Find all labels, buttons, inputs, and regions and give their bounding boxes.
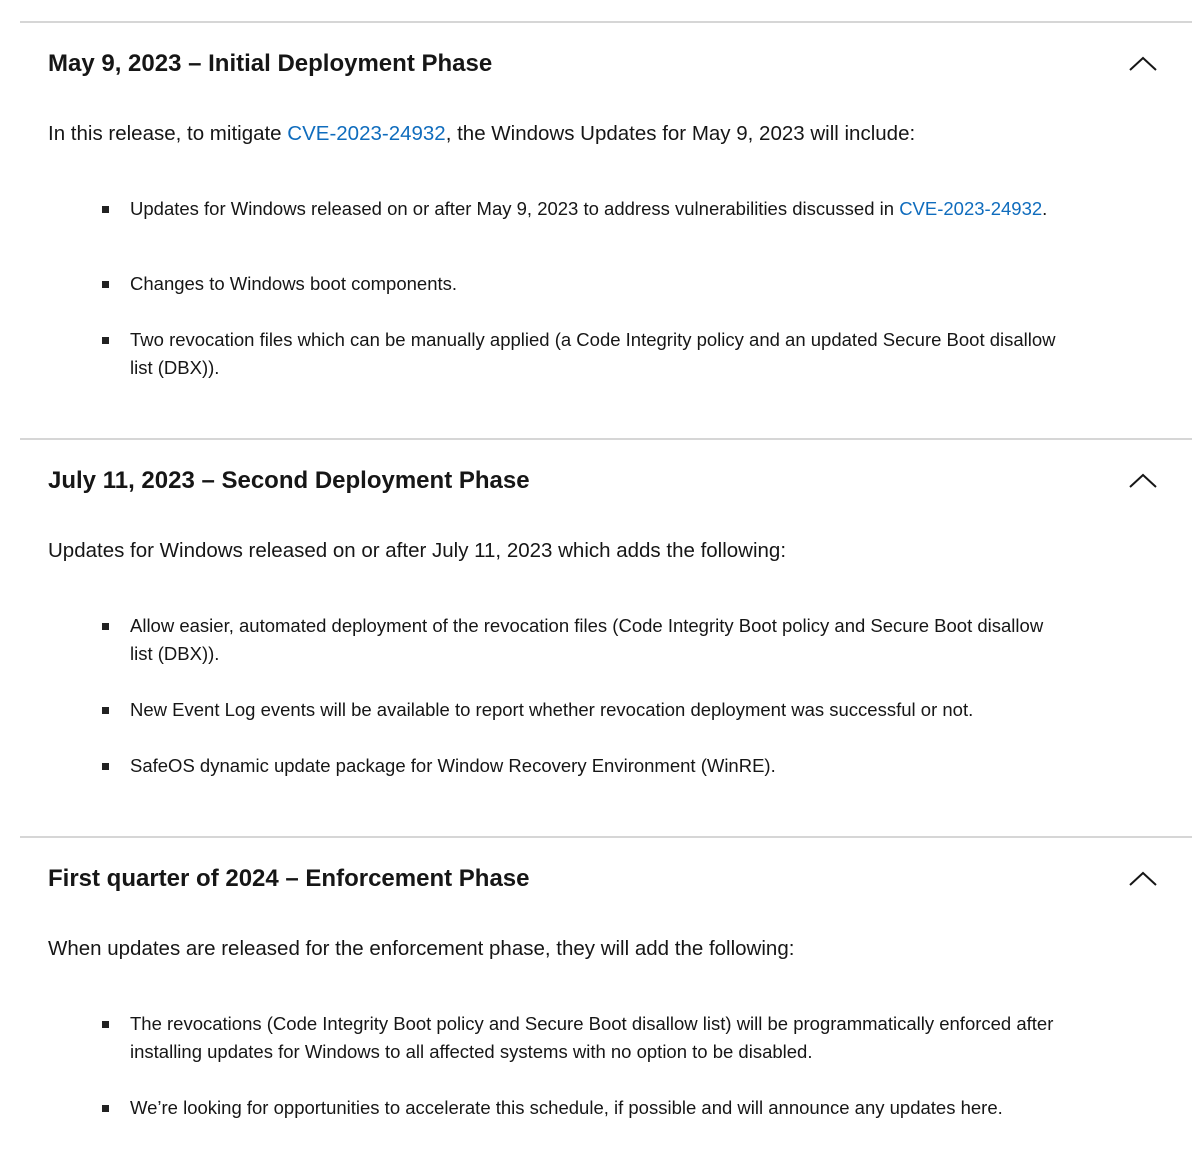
list-item	[102, 195, 1062, 223]
bullet-list	[102, 195, 1062, 410]
list-item: The revocations (Code Integrity Boot policy and Secure Boot disallow list) will be programmatically enforced after installing updates for Windows to all affected systems with no option to be disabled.	[102, 1010, 1062, 1066]
section-enforcement	[20, 836, 1192, 1118]
bullet-list	[102, 1010, 1062, 1150]
list-item: We’re looking for opportunities to accelerate this schedule, if possible and will announce any updates here.	[102, 1094, 1062, 1122]
list-item: Changes to Windows boot components.	[102, 270, 1062, 298]
item-text: Updates for Windows released on or after May 9, 2023 to address vulnerabilities discussed in	[130, 198, 900, 219]
section-intro	[48, 119, 915, 149]
bullet-list	[102, 612, 1062, 808]
intro-text: , the Windows Updates for May 9, 2023 will include:	[445, 122, 916, 145]
section-heading[interactable]: July 11, 2023 – Second Deployment Phase	[48, 467, 530, 494]
item-text: .	[1042, 198, 1048, 219]
section-initial-deployment	[20, 21, 1192, 378]
section-heading[interactable]: First quarter of 2024 – Enforcement Phase	[48, 865, 530, 892]
section-second-deployment	[20, 438, 1192, 776]
list-item: SafeOS dynamic update package for Window Recovery Environment (WinRE).	[102, 752, 1062, 780]
cve-link[interactable]: CVE-2023-24932	[287, 122, 446, 145]
chevron-up-icon[interactable]	[1128, 470, 1158, 490]
section-intro: Updates for Windows released on or after July 11, 2023 which adds the following:	[48, 539, 787, 562]
chevron-up-icon[interactable]	[1128, 868, 1158, 888]
section-intro: When updates are released for the enforcement phase, they will add the following:	[48, 937, 795, 960]
list-item: Two revocation files which can be manually applied (a Code Integrity policy and an updated Secure Boot disallow list (DBX)).	[102, 326, 1062, 382]
list-item: New Event Log events will be available to report whether revocation deployment was successful or not.	[102, 696, 1062, 724]
intro-text: In this release, to mitigate	[48, 122, 288, 145]
list-item: Allow easier, automated deployment of the revocation files (Code Integrity Boot policy and Secure Boot disallow list (DBX)).	[102, 612, 1062, 668]
cve-link[interactable]: CVE-2023-24932	[899, 198, 1043, 219]
section-heading[interactable]: May 9, 2023 – Initial Deployment Phase	[48, 50, 493, 77]
chevron-up-icon[interactable]	[1128, 53, 1158, 73]
